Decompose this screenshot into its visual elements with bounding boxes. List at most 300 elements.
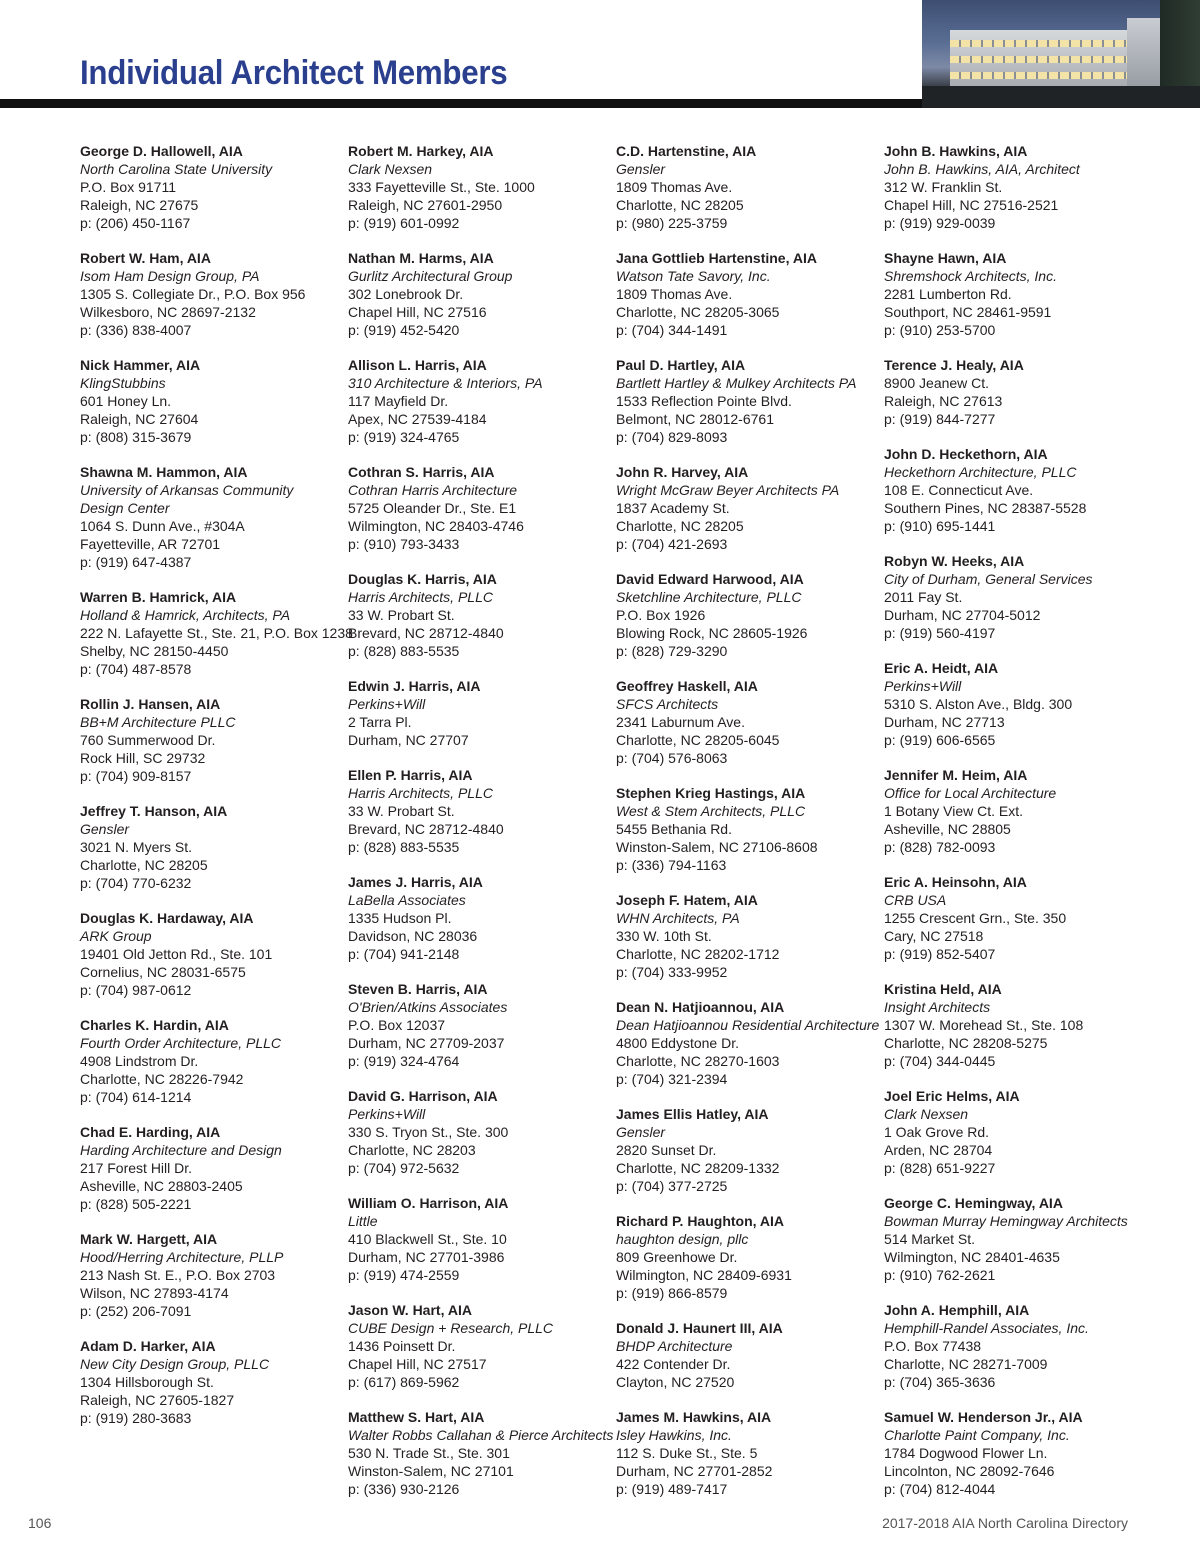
member-phone: p: (336) 838-4007 — [80, 322, 192, 338]
member-phone: p: (704) 487-8578 — [80, 661, 192, 677]
header-building-photo — [922, 0, 1200, 108]
member-name: Terence J. Healy, AIA — [884, 357, 1024, 373]
member-entry — [348, 1194, 610, 1284]
member-name: Charles K. Hardin, AIA — [80, 1017, 229, 1033]
member-phone: p: (704) 365-3636 — [884, 1374, 996, 1390]
member-phone: p: (336) 794-1163 — [616, 857, 727, 873]
member-address-line: 760 Summerwood Dr. — [80, 732, 216, 748]
member-phone: p: (828) 729-3290 — [616, 643, 728, 659]
member-entry — [616, 463, 878, 553]
directory-column-2 — [348, 142, 614, 1515]
member-firm: Shremshock Architects, Inc. — [884, 268, 1057, 284]
photo-window-band — [950, 56, 1150, 63]
member-address-line: 5725 Oleander Dr., Ste. E1 — [348, 500, 517, 516]
member-address-line: 112 S. Duke St., Ste. 5 — [616, 1445, 758, 1461]
member-entry — [348, 570, 610, 660]
member-firm: Isom Ham Design Group, PA — [80, 268, 260, 284]
member-phone: p: (704) 987-0612 — [80, 982, 192, 998]
member-address-line: 514 Market St. — [884, 1231, 976, 1247]
member-name: Allison L. Harris, AIA — [348, 357, 487, 373]
member-firm: West & Stem Architects, PLLC — [616, 803, 806, 819]
member-address-line: Charlotte, NC 28209-1332 — [616, 1160, 780, 1176]
member-name: Jason W. Hart, AIA — [348, 1302, 472, 1318]
page-number: 106 — [28, 1515, 52, 1531]
member-address-line: 330 S. Tryon St., Ste. 300 — [348, 1124, 509, 1140]
member-phone: p: (980) 225-3759 — [616, 215, 728, 231]
member-firm: Dean Hatjioannou Residential Architecture — [616, 1017, 880, 1033]
member-address-line: Charlotte, NC 28270-1603 — [616, 1053, 780, 1069]
member-firm: CRB USA — [884, 892, 947, 908]
member-name: Adam D. Harker, AIA — [80, 1338, 216, 1354]
member-name: William O. Harrison, AIA — [348, 1195, 509, 1211]
member-phone: p: (828) 651-9227 — [884, 1160, 996, 1176]
member-address-line: Raleigh, NC 27605-1827 — [80, 1392, 235, 1408]
member-firm: CUBE Design + Research, PLLC — [348, 1320, 554, 1336]
member-name: Warren B. Hamrick, AIA — [80, 589, 237, 605]
member-entry — [80, 463, 342, 571]
member-firm: Clark Nexsen — [348, 161, 433, 177]
member-phone: p: (919) 601-0992 — [348, 215, 460, 231]
directory-column-1 — [80, 142, 353, 1444]
member-address-line: 530 N. Trade St., Ste. 301 — [348, 1445, 510, 1461]
member-name: Geoffrey Haskell, AIA — [616, 678, 758, 694]
member-firm: WHN Architects, PA — [616, 910, 740, 926]
member-address-line: Asheville, NC 28803-2405 — [80, 1178, 243, 1194]
member-entry — [884, 766, 1146, 856]
member-entry — [616, 1212, 878, 1302]
member-entry — [348, 249, 610, 339]
member-name: Matthew S. Hart, AIA — [348, 1409, 485, 1425]
member-address-line: Davidson, NC 28036 — [348, 928, 478, 944]
member-address-line: 2341 Laburnum Ave. — [616, 714, 745, 730]
member-entry — [80, 695, 342, 785]
member-phone: p: (919) 452-5420 — [348, 322, 460, 338]
member-address-line: Charlotte, NC 28271-7009 — [884, 1356, 1048, 1372]
member-entry — [348, 463, 610, 553]
member-address-line: 1255 Crescent Grn., Ste. 350 — [884, 910, 1067, 926]
member-address-line: 1 Oak Grove Rd. — [884, 1124, 990, 1140]
member-firm: Charlotte Paint Company, Inc. — [884, 1427, 1070, 1443]
member-name: Jeffrey T. Hanson, AIA — [80, 803, 228, 819]
member-entry — [80, 1016, 342, 1106]
member-name: George D. Hallowell, AIA — [80, 143, 243, 159]
member-address-line: 1809 Thomas Ave. — [616, 286, 733, 302]
member-entry — [80, 909, 342, 999]
member-firm: City of Durham, General Services — [884, 571, 1093, 587]
member-entry — [348, 1087, 610, 1177]
member-entry — [884, 873, 1146, 963]
member-firm: 310 Architecture & Interiors, PA — [348, 375, 543, 391]
member-address-line: 4908 Lindstrom Dr. — [80, 1053, 199, 1069]
photo-window-band — [950, 72, 1150, 79]
member-phone: p: (704) 972-5632 — [348, 1160, 460, 1176]
member-phone: p: (910) 253-5700 — [884, 322, 996, 338]
member-address-line: Cary, NC 27518 — [884, 928, 984, 944]
member-firm: Perkins+Will — [348, 1106, 426, 1122]
member-phone: p: (919) 474-2559 — [348, 1267, 460, 1283]
member-name: Donald J. Haunert III, AIA — [616, 1320, 783, 1336]
member-firm: Holland & Hamrick, Architects, PA — [80, 607, 291, 623]
member-phone: p: (919) 606-6565 — [884, 732, 996, 748]
member-address-line: Raleigh, NC 27601-2950 — [348, 197, 503, 213]
member-name: Rollin J. Hansen, AIA — [80, 696, 221, 712]
member-name: Eric A. Heinsohn, AIA — [884, 874, 1027, 890]
member-entry — [884, 980, 1146, 1070]
member-phone: p: (704) 941-2148 — [348, 946, 460, 962]
member-firm: New City Design Group, PLLC — [80, 1356, 270, 1372]
member-firm: Gensler — [616, 161, 666, 177]
member-name: Mark W. Hargett, AIA — [80, 1231, 218, 1247]
member-name: Shawna M. Hammon, AIA — [80, 464, 248, 480]
member-address-line: Chapel Hill, NC 27517 — [348, 1356, 487, 1372]
member-firm: KlingStubbins — [80, 375, 166, 391]
member-address-line: 312 W. Franklin St. — [884, 179, 1003, 195]
member-name: Ellen P. Harris, AIA — [348, 767, 473, 783]
member-entry — [616, 998, 878, 1088]
member-address-line: 410 Blackwell St., Ste. 10 — [348, 1231, 507, 1247]
member-phone: p: (704) 614-1214 — [80, 1089, 192, 1105]
member-firm: Heckethorn Architecture, PLLC — [884, 464, 1077, 480]
member-name: David Edward Harwood, AIA — [616, 571, 804, 587]
member-phone: p: (704) 344-0445 — [884, 1053, 996, 1069]
member-entry — [348, 1301, 610, 1391]
directory-column-4 — [884, 142, 1146, 1515]
member-name: James J. Harris, AIA — [348, 874, 483, 890]
member-phone: p: (704) 909-8157 — [80, 768, 192, 784]
member-entry — [80, 1337, 342, 1427]
member-address-line: 1436 Poinsett Dr. — [348, 1338, 456, 1354]
member-address-line: Apex, NC 27539-4184 — [348, 411, 487, 427]
member-address-line: 1837 Academy St. — [616, 500, 730, 516]
publication-title: 2017-2018 AIA North Carolina Directory — [882, 1515, 1128, 1531]
member-entry — [616, 1408, 878, 1498]
member-name: George C. Hemingway, AIA — [884, 1195, 1063, 1211]
member-firm: Harris Architects, PLLC — [348, 589, 493, 605]
member-firm: Gurlitz Architectural Group — [348, 268, 513, 284]
member-entry — [80, 356, 342, 446]
member-entry — [616, 356, 878, 446]
member-address-line: Winston-Salem, NC 27106-8608 — [616, 839, 818, 855]
member-name: Douglas K. Harris, AIA — [348, 571, 497, 587]
member-address-line: 422 Contender Dr. — [616, 1356, 731, 1372]
member-address-line: Lincolnton, NC 28092-7646 — [884, 1463, 1055, 1479]
member-name: Chad E. Harding, AIA — [80, 1124, 221, 1140]
member-address-line: 5310 S. Alston Ave., Bldg. 300 — [884, 696, 1073, 712]
member-phone: p: (704) 576-8063 — [616, 750, 728, 766]
member-address-line: Fayetteville, AR 72701 — [80, 536, 221, 552]
member-address-line: 330 W. 10th St. — [616, 928, 712, 944]
member-firm: Harding Architecture and Design — [80, 1142, 282, 1158]
member-firm: Design Center — [80, 500, 170, 516]
member-address-line: 333 Fayetteville St., Ste. 1000 — [348, 179, 535, 195]
member-address-line: 1305 S. Collegiate Dr., P.O. Box 956 — [80, 286, 306, 302]
member-name: Dean N. Hatjioannou, AIA — [616, 999, 785, 1015]
member-address-line: Wilmington, NC 28403-4746 — [348, 518, 524, 534]
member-name: Steven B. Harris, AIA — [348, 981, 488, 997]
member-address-line: 222 N. Lafayette St., Ste. 21, P.O. Box 1238 — [80, 625, 353, 641]
member-address-line: 2820 Sunset Dr. — [616, 1142, 717, 1158]
member-address-line: Wilmington, NC 28401-4635 — [884, 1249, 1060, 1265]
member-address-line: 809 Greenhowe Dr. — [616, 1249, 738, 1265]
member-address-line: 33 W. Probart St. — [348, 607, 455, 623]
member-phone: p: (828) 782-0093 — [884, 839, 996, 855]
member-phone: p: (910) 695-1441 — [884, 518, 996, 534]
member-phone: p: (704) 344-1491 — [616, 322, 728, 338]
member-phone: p: (919) 844-7277 — [884, 411, 996, 427]
member-entry — [616, 249, 878, 339]
member-address-line: Rock Hill, SC 29732 — [80, 750, 206, 766]
member-address-line: Arden, NC 28704 — [884, 1142, 993, 1158]
member-address-line: Raleigh, NC 27604 — [80, 411, 199, 427]
member-name: Douglas K. Hardaway, AIA — [80, 910, 254, 926]
member-firm: Isley Hawkins, Inc. — [616, 1427, 732, 1443]
member-firm: BB+M Architecture PLLC — [80, 714, 236, 730]
member-name: Robert W. Ham, AIA — [80, 250, 211, 266]
member-name: James M. Hawkins, AIA — [616, 1409, 772, 1425]
member-phone: p: (919) 324-4764 — [348, 1053, 460, 1069]
member-name: Joel Eric Helms, AIA — [884, 1088, 1020, 1104]
header-rule — [0, 99, 922, 108]
member-name: Richard P. Haughton, AIA — [616, 1213, 785, 1229]
member-phone: p: (704) 812-4044 — [884, 1481, 996, 1497]
member-entry — [616, 1105, 878, 1195]
member-address-line: 19401 Old Jetton Rd., Ste. 101 — [80, 946, 273, 962]
member-address-line: 1809 Thomas Ave. — [616, 179, 733, 195]
member-address-line: Charlotte, NC 28205-6045 — [616, 732, 780, 748]
member-name: C.D. Hartenstine, AIA — [616, 143, 757, 159]
member-name: Stephen Krieg Hastings, AIA — [616, 785, 806, 801]
member-name: James Ellis Hatley, AIA — [616, 1106, 769, 1122]
member-name: Paul D. Hartley, AIA — [616, 357, 746, 373]
member-entry — [348, 677, 610, 749]
member-firm: John B. Hawkins, AIA, Architect — [884, 161, 1080, 177]
member-name: Joseph F. Hatem, AIA — [616, 892, 758, 908]
member-entry — [348, 356, 610, 446]
member-address-line: 5455 Bethania Rd. — [616, 821, 732, 837]
member-name: Jennifer M. Heim, AIA — [884, 767, 1028, 783]
member-entry — [616, 570, 878, 660]
member-address-line: 117 Mayfield Dr. — [348, 393, 449, 409]
member-entry — [80, 1230, 342, 1320]
member-name: John D. Heckethorn, AIA — [884, 446, 1048, 462]
member-firm: Hood/Herring Architecture, PLLP — [80, 1249, 284, 1265]
member-address-line: Durham, NC 27707 — [348, 732, 469, 748]
member-entry — [884, 249, 1146, 339]
member-address-line: 33 W. Probart St. — [348, 803, 455, 819]
member-name: Samuel W. Henderson Jr., AIA — [884, 1409, 1083, 1425]
member-address-line: P.O. Box 12037 — [348, 1017, 446, 1033]
member-firm: University of Arkansas Community — [80, 482, 294, 498]
member-name: Kristina Held, AIA — [884, 981, 1002, 997]
member-address-line: Raleigh, NC 27613 — [884, 393, 1003, 409]
member-entry — [80, 802, 342, 892]
member-entry — [884, 445, 1146, 535]
member-address-line: Shelby, NC 28150-4450 — [80, 643, 229, 659]
member-phone: p: (252) 206-7091 — [80, 1303, 192, 1319]
member-firm: Perkins+Will — [348, 696, 426, 712]
member-address-line: Charlotte, NC 28205 — [616, 197, 744, 213]
member-entry — [616, 784, 878, 874]
member-entry — [616, 1319, 878, 1391]
member-address-line: P.O. Box 91711 — [80, 179, 176, 195]
member-phone: p: (704) 421-2693 — [616, 536, 728, 552]
member-entry — [348, 142, 610, 232]
member-firm: LaBella Associates — [348, 892, 466, 908]
member-address-line: P.O. Box 77438 — [884, 1338, 982, 1354]
member-name: David G. Harrison, AIA — [348, 1088, 498, 1104]
member-phone: p: (336) 930-2126 — [348, 1481, 460, 1497]
photo-ground — [922, 86, 1200, 108]
photo-window-band — [950, 40, 1150, 47]
member-firm: Little — [348, 1213, 378, 1229]
member-address-line: Asheville, NC 28805 — [884, 821, 1011, 837]
member-firm: Hemphill-Randel Associates, Inc. — [884, 1320, 1089, 1336]
member-firm: Gensler — [616, 1124, 666, 1140]
member-address-line: 217 Forest Hill Dr. — [80, 1160, 193, 1176]
member-firm: Fourth Order Architecture, PLLC — [80, 1035, 282, 1051]
member-address-line: 2281 Lumberton Rd. — [884, 286, 1012, 302]
member-address-line: Durham, NC 27701-3986 — [348, 1249, 505, 1265]
member-firm: Insight Architects — [884, 999, 991, 1015]
member-address-line: Durham, NC 27713 — [884, 714, 1005, 730]
member-address-line: Chapel Hill, NC 27516 — [348, 304, 487, 320]
member-entry — [884, 1194, 1146, 1284]
member-phone: p: (206) 450-1167 — [80, 215, 191, 231]
member-entry — [616, 677, 878, 767]
member-address-line: 1335 Hudson Pl. — [348, 910, 452, 926]
member-entry — [348, 766, 610, 856]
member-firm: Harris Architects, PLLC — [348, 785, 493, 801]
member-address-line: Charlotte, NC 28208-5275 — [884, 1035, 1048, 1051]
member-entry — [884, 142, 1146, 232]
member-name: John A. Hemphill, AIA — [884, 1302, 1030, 1318]
member-entry — [884, 1087, 1146, 1177]
member-firm: ARK Group — [80, 928, 152, 944]
member-entry — [348, 980, 610, 1070]
member-address-line: Southport, NC 28461-9591 — [884, 304, 1052, 320]
member-firm: Gensler — [80, 821, 130, 837]
member-address-line: Durham, NC 27701-2852 — [616, 1463, 773, 1479]
member-phone: p: (704) 829-8093 — [616, 429, 728, 445]
member-address-line: Durham, NC 27704-5012 — [884, 607, 1041, 623]
member-phone: p: (919) 929-0039 — [884, 215, 996, 231]
member-firm: Bowman Murray Hemingway Architects — [884, 1213, 1128, 1229]
member-firm: Bartlett Hartley & Mulkey Architects PA — [616, 375, 857, 391]
member-address-line: Charlotte, NC 28202-1712 — [616, 946, 780, 962]
member-address-line: 8900 Jeanew Ct. — [884, 375, 990, 391]
member-address-line: P.O. Box 1926 — [616, 607, 706, 623]
member-firm: Office for Local Architecture — [884, 785, 1057, 801]
member-entry — [80, 142, 342, 232]
member-firm: O'Brien/Atkins Associates — [348, 999, 508, 1015]
member-firm: Perkins+Will — [884, 678, 962, 694]
member-address-line: 108 E. Connecticut Ave. — [884, 482, 1034, 498]
member-address-line: 1307 W. Morehead St., Ste. 108 — [884, 1017, 1084, 1033]
member-phone: p: (919) 647-4387 — [80, 554, 192, 570]
member-address-line: Raleigh, NC 27675 — [80, 197, 199, 213]
member-phone: p: (919) 852-5407 — [884, 946, 996, 962]
member-address-line: 302 Lonebrook Dr. — [348, 286, 464, 302]
member-address-line: Chapel Hill, NC 27516-2521 — [884, 197, 1059, 213]
member-entry — [80, 1123, 342, 1213]
member-phone: p: (910) 793-3433 — [348, 536, 460, 552]
member-address-line: 1784 Dogwood Flower Ln. — [884, 1445, 1048, 1461]
member-address-line: Charlotte, NC 28203 — [348, 1142, 476, 1158]
member-address-line: Charlotte, NC 28226-7942 — [80, 1071, 244, 1087]
member-phone: p: (919) 489-7417 — [616, 1481, 728, 1497]
member-address-line: 1064 S. Dunn Ave., #304A — [80, 518, 245, 534]
member-address-line: Wilson, NC 27893-4174 — [80, 1285, 229, 1301]
member-name: John R. Harvey, AIA — [616, 464, 749, 480]
member-address-line: Blowing Rock, NC 28605-1926 — [616, 625, 808, 641]
member-phone: p: (704) 321-2394 — [616, 1071, 728, 1087]
member-firm: haughton design, pllc — [616, 1231, 749, 1247]
member-address-line: Winston-Salem, NC 27101 — [348, 1463, 514, 1479]
member-firm: Clark Nexsen — [884, 1106, 969, 1122]
member-name: Nathan M. Harms, AIA — [348, 250, 494, 266]
member-entry — [616, 891, 878, 981]
member-phone: p: (919) 280-3683 — [80, 1410, 192, 1426]
member-phone: p: (704) 333-9952 — [616, 964, 728, 980]
page-title: Individual Architect Members — [80, 54, 508, 92]
member-entry — [884, 1301, 1146, 1391]
member-address-line: 2 Tarra Pl. — [348, 714, 412, 730]
member-address-line: Charlotte, NC 28205 — [80, 857, 208, 873]
member-entry — [884, 356, 1146, 428]
member-name: Edwin J. Harris, AIA — [348, 678, 481, 694]
member-phone: p: (617) 869-5962 — [348, 1374, 460, 1390]
member-address-line: Wilmington, NC 28409-6931 — [616, 1267, 792, 1283]
member-entry — [80, 249, 342, 339]
page-header — [0, 0, 1200, 108]
member-name: Nick Hammer, AIA — [80, 357, 201, 373]
member-address-line: Southern Pines, NC 28387-5528 — [884, 500, 1087, 516]
member-phone: p: (828) 505-2221 — [80, 1196, 192, 1212]
member-phone: p: (919) 324-4765 — [348, 429, 460, 445]
member-phone: p: (910) 762-2621 — [884, 1267, 996, 1283]
member-address-line: Belmont, NC 28012-6761 — [616, 411, 774, 427]
member-address-line: Charlotte, NC 28205-3065 — [616, 304, 780, 320]
member-entry — [348, 873, 610, 963]
member-address-line: 1304 Hillsborough St. — [80, 1374, 214, 1390]
member-address-line: Charlotte, NC 28205 — [616, 518, 744, 534]
member-firm: Walter Robbs Callahan & Pierce Architects — [348, 1427, 614, 1443]
member-phone: p: (828) 883-5535 — [348, 839, 460, 855]
member-address-line: Wilkesboro, NC 28697-2132 — [80, 304, 256, 320]
member-address-line: 2011 Fay St. — [884, 589, 963, 605]
member-address-line: 3021 N. Myers St. — [80, 839, 193, 855]
member-name: Robyn W. Heeks, AIA — [884, 553, 1025, 569]
member-entry — [884, 1408, 1146, 1498]
member-firm: BHDP Architecture — [616, 1338, 733, 1354]
member-address-line: 1 Botany View Ct. Ext. — [884, 803, 1024, 819]
member-address-line: 213 Nash St. E., P.O. Box 2703 — [80, 1267, 276, 1283]
member-firm: Watson Tate Savory, Inc. — [616, 268, 771, 284]
member-address-line: 601 Honey Ln. — [80, 393, 172, 409]
directory-column-3 — [616, 142, 878, 1515]
member-firm: Cothran Harris Architecture — [348, 482, 518, 498]
member-entry — [348, 1408, 614, 1498]
member-name: Eric A. Heidt, AIA — [884, 660, 999, 676]
member-phone: p: (919) 560-4197 — [884, 625, 996, 641]
member-address-line: Cornelius, NC 28031-6575 — [80, 964, 246, 980]
member-address-line: Clayton, NC 27520 — [616, 1374, 735, 1390]
member-address-line: Brevard, NC 28712-4840 — [348, 625, 504, 641]
member-phone: p: (704) 377-2725 — [616, 1178, 728, 1194]
member-entry — [80, 588, 353, 678]
member-phone: p: (919) 866-8579 — [616, 1285, 728, 1301]
member-address-line: 1533 Reflection Pointe Blvd. — [616, 393, 792, 409]
